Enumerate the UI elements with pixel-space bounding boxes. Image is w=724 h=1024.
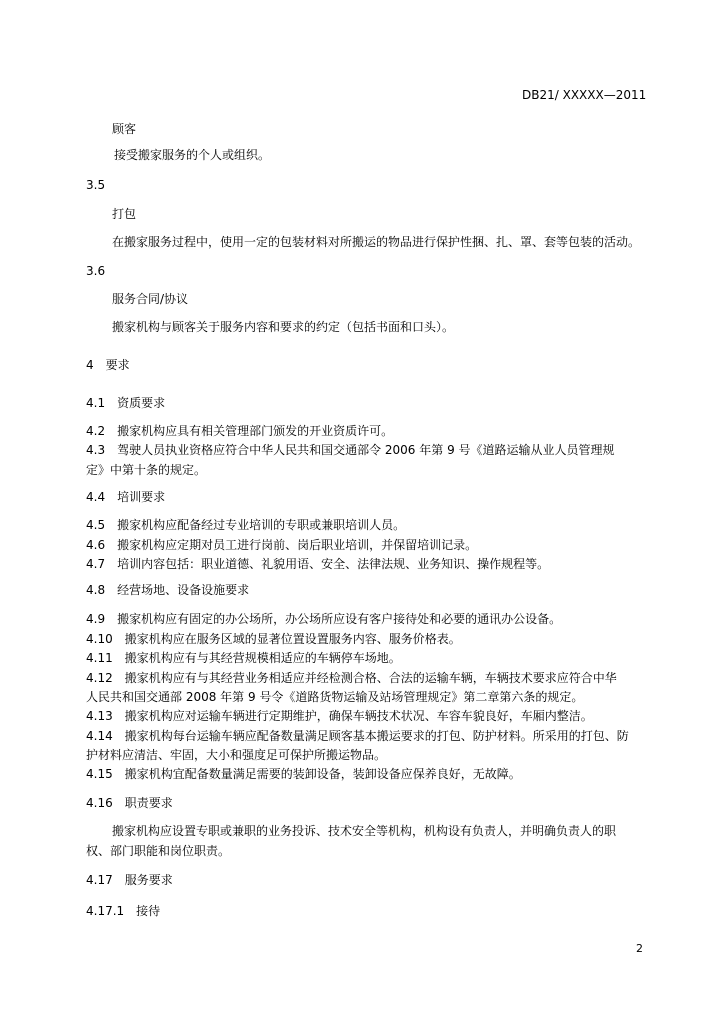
clause-4-14-continued: 护材料应清洁、牢固，大小和强度足可保护所搬运物品。: [86, 748, 387, 762]
clause-4-11: 4.11 搬家机构应有与其经营规模相适应的车辆停车场地。: [86, 651, 401, 665]
section-heading-4: 4 要求: [86, 358, 130, 372]
clause-4-5: 4.5 搬家机构应配备经过专业培训的专职或兼职培训人员。: [86, 518, 406, 532]
clause-4-8-heading: 4.8 经营场地、设备设施要求: [86, 583, 250, 597]
term-title-packing: 打包: [112, 207, 137, 221]
clause-4-7: 4.7 培训内容包括：职业道德、礼貌用语、安全、法律法规、业务知识、操作规程等。: [86, 557, 550, 571]
clause-4-16-heading: 4.16 职责要求: [86, 796, 173, 810]
clause-4-16-body-continued: 权、部门职能和岗位职责。: [86, 844, 231, 858]
clause-4-6: 4.6 搬家机构应定期对员工进行岗前、岗后职业培训，并保留培训记录。: [86, 538, 478, 552]
document-code-header: DB21/ XXXXX—2011: [522, 88, 647, 102]
page-number: 2: [636, 942, 643, 955]
term-title-contract: 服务合同/协议: [112, 292, 189, 306]
term-definition-packing: 在搬家服务过程中，使用一定的包装材料对所搬运的物品进行保护性捆、扎、罩、套等包装的活动。: [112, 235, 641, 249]
clause-4-17-1-heading: 4.17.1 接待: [86, 904, 161, 918]
clause-4-2: 4.2 搬家机构应具有相关管理部门颁发的开业资质许可。: [86, 424, 394, 438]
clause-4-15: 4.15 搬家机构宜配备数量满足需要的装卸设备，装卸设备应保养良好，无故障。: [86, 767, 521, 781]
clause-number-3-6: 3.6: [86, 264, 106, 278]
clause-4-17-heading: 4.17 服务要求: [86, 873, 173, 887]
clause-4-12-continued: 人民共和国交通部 2008 年第 9 号令《道路货物运输及站场管理规定》第二章第六条的规定。: [86, 690, 584, 704]
clause-4-12: 4.12 搬家机构应有与其经营业务相适应并经检测合格、合法的运输车辆，车辆技术要求应符合中华: [86, 671, 617, 685]
clause-4-4-heading: 4.4 培训要求: [86, 490, 166, 504]
clause-4-3: 4.3 驾驶人员执业资格应符合中华人民共和国交通部令 2006 年第 9 号《道路运输从业人员管理规: [86, 443, 615, 457]
term-definition-customer: 接受搬家服务的个人或组织。: [114, 148, 271, 162]
clause-4-9: 4.9 搬家机构应有固定的办公场所，办公场所应设有客户接待处和必要的通讯办公设备。: [86, 612, 562, 626]
clause-4-14: 4.14 搬家机构每台运输车辆应配备数量满足顾客基本搬运要求的打包、防护材料。所采用的打包、防: [86, 729, 629, 743]
clause-number-3-5: 3.5: [86, 178, 106, 192]
clause-4-13: 4.13 搬家机构应对运输车辆进行定期维护，确保车辆技术状况、车容车貌良好，车厢内整洁。: [86, 709, 593, 723]
term-definition-contract: 搬家机构与顾客关于服务内容和要求的约定（包括书面和口头）。: [112, 320, 455, 334]
clause-4-16-body: 搬家机构应设置专职或兼职的业务投诉、技术安全等机构，机构设有负责人，并明确负责人的职: [112, 824, 617, 838]
clause-4-1-heading: 4.1 资质要求: [86, 396, 166, 410]
clause-4-10: 4.10 搬家机构应在服务区域的显著位置设置服务内容、服务价格表。: [86, 632, 461, 646]
term-title-customer: 顾客: [112, 122, 137, 136]
clause-4-3-continued: 定》中第十条的规定。: [86, 463, 207, 477]
